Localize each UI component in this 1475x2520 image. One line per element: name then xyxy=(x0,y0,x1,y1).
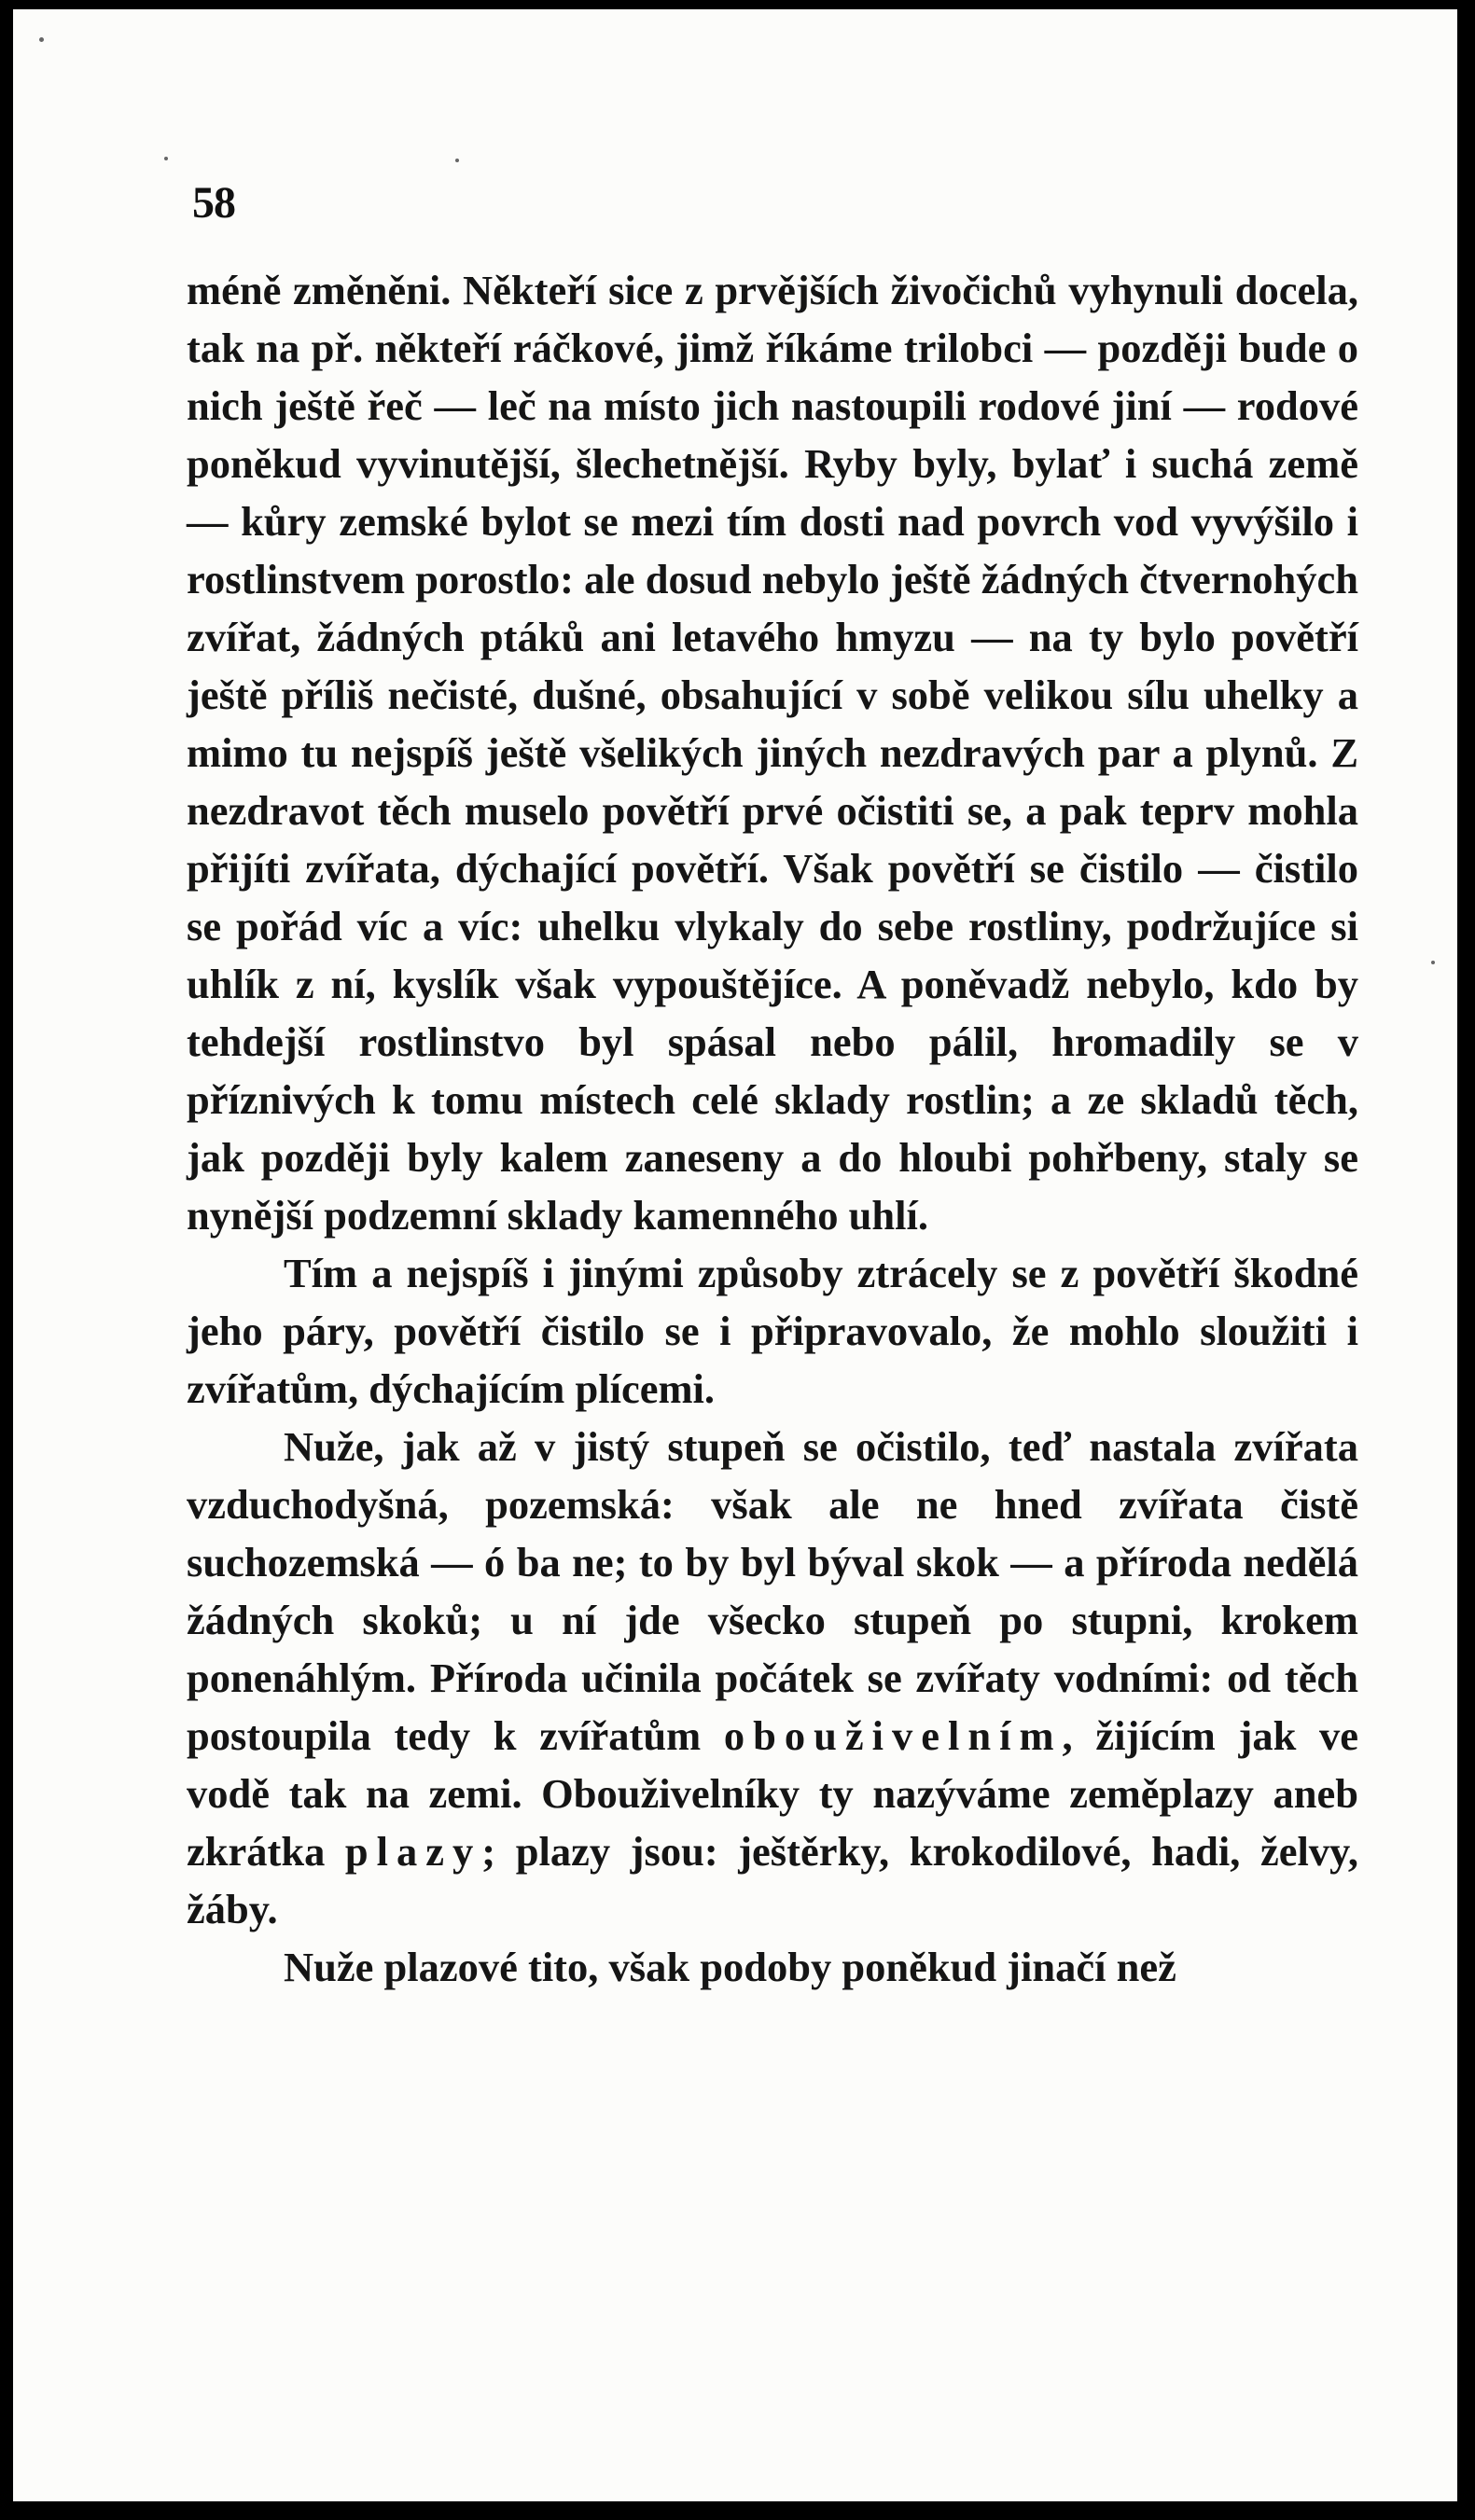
spaced-term: plazy xyxy=(344,1828,482,1875)
paragraph xyxy=(187,1244,1358,1418)
text-segment: méně změněni. Někteří sice z prvějších živočichů vyhynuli docela, tak na př. někteří ráčkové, jimž říkáme trilobci — později bude o nich ještě řeč — leč na místo jich nastoupili rodové jiní — rodové poněkud vyvinutější, šlechetnější. Ryby byly, bylať i suchá země — kůry zemské bylot se mezi tím dosti nad povrch vod vyvýšilo i rostlinstvem porostlo: ale dosud nebylo ještě žádných čtvernohých zvířat, žádných ptáků ani letavého hmyzu — na ty bylo povětří ještě příliš nečisté, dušné, obsahující v sobě velikou sílu uhelky a mimo tu nejspíš ještě všelikých jiných nezdravých par a plynů. Z nezdravot těch muselo povětří prvé očistiti se, a pak teprv mohla přijíti zvířata, dýchající povětří. Však povětří se čistilo — čistilo se pořád víc a víc: uhelku vlykaly do sebe rostliny, podržujíce si uhlík z ní, kyslík však vypouštějíce. A poněvadž nebylo, kdo by tehdejší rostlinstvo byl spásal nebo pálil, hromadily se v příznivých k tomu místech celé sklady rostlin; a ze skladů těch, jak později byly kalem zaneseny a do hloubi pohřbeny, staly se nynější podzemní sklady kamenného uhlí. xyxy=(187,267,1358,1239)
paper-speck xyxy=(455,159,459,162)
paper-speck xyxy=(1431,961,1435,964)
paper-speck xyxy=(39,37,44,42)
book-page xyxy=(13,9,1457,2501)
spaced-term: obouživelním xyxy=(723,1712,1063,1759)
paper-speck xyxy=(164,157,168,160)
page-number: 58 xyxy=(192,178,235,228)
text-segment: ; plazy jsou: ještěrky, krokodilové, hadi, želvy, žáby. xyxy=(187,1828,1358,1932)
body-text xyxy=(187,261,1358,1996)
paragraph xyxy=(187,1418,1358,1938)
text-segment: , žijícím jak ve vodě tak na zemi. Obouživelníky ty nazýváme zeměplazy aneb zkrátka xyxy=(187,1712,1358,1875)
paragraph xyxy=(187,261,1358,1244)
paragraph xyxy=(187,1938,1358,1996)
text-segment: Tím a nejspíš i jinými způsoby ztrácely se z povětří škodné jeho páry, povětří čistilo se i připravovalo, že mohlo sloužiti i zvířatům, dýchajícím plícemi. xyxy=(187,1250,1358,1412)
text-segment: Nuže plazové tito, však podoby poněkud jinačí než xyxy=(284,1944,1176,1990)
text-segment: Nuže, jak až v jistý stupeň se očistilo, teď nastala zvířata vzduchodyšná, pozemská: však ale ne hned zvířata čistě suchozemská — ó ba ne; to by byl býval skok — a příroda nedělá žádných skoků; u ní jde všecko stupeň po stupni, krokem ponenáhlým. Příroda učinila počátek se zvířaty vodními: od těch postoupila tedy k zvířatům xyxy=(187,1423,1358,1759)
